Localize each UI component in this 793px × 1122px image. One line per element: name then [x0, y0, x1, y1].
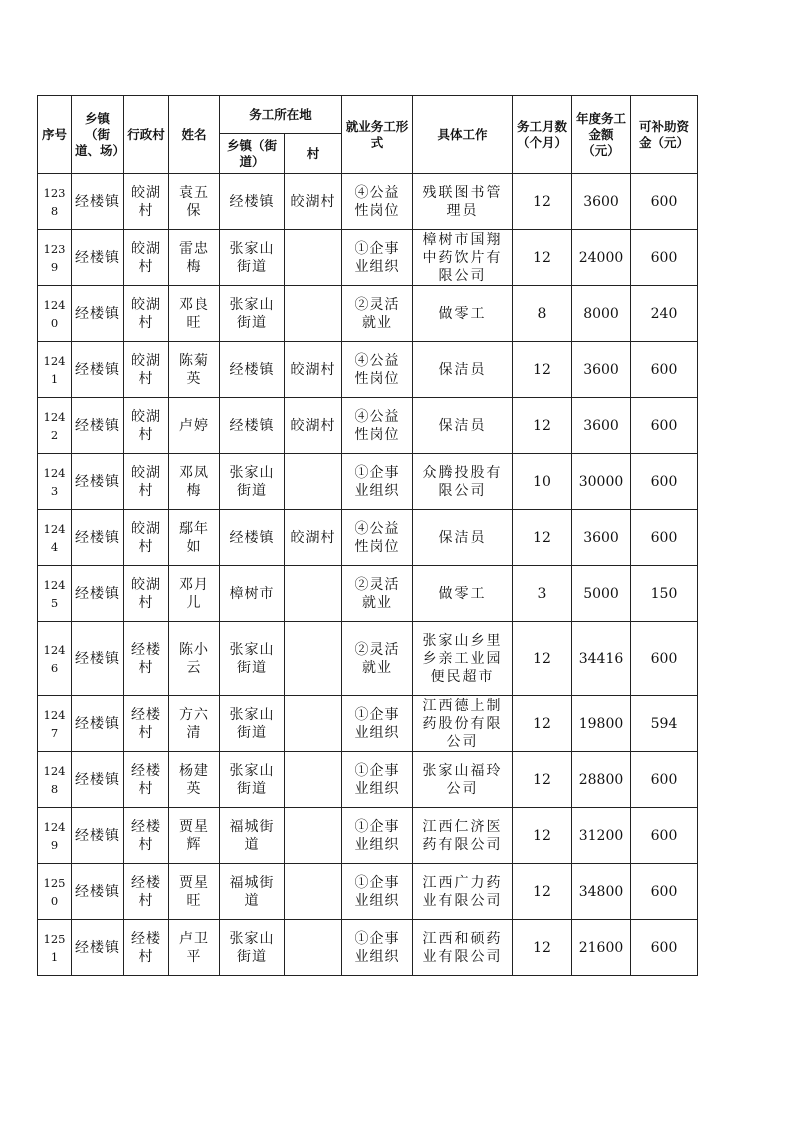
cell-amount: 3600	[572, 510, 631, 566]
cell-village: 皎湖村	[124, 342, 169, 398]
cell-town: 经楼镇	[72, 286, 124, 342]
cell-form: ④公益性岗位	[342, 174, 413, 230]
cell-loc-village	[285, 864, 342, 920]
cell-job: 做零工	[413, 566, 513, 622]
cell-subsidy: 594	[631, 696, 698, 752]
cell-months: 12	[513, 920, 572, 976]
cell-loc-village: 皎湖村	[285, 510, 342, 566]
cell-village: 皎湖村	[124, 510, 169, 566]
cell-seq: 1243	[38, 454, 72, 510]
cell-village: 皎湖村	[124, 230, 169, 286]
cell-job: 保洁员	[413, 398, 513, 454]
cell-job: 江西和硕药业有限公司	[413, 920, 513, 976]
header-name: 姓名	[169, 96, 220, 174]
cell-amount: 28800	[572, 752, 631, 808]
cell-subsidy: 240	[631, 286, 698, 342]
cell-village: 皎湖村	[124, 174, 169, 230]
cell-amount: 34416	[572, 622, 631, 696]
table-row	[38, 566, 698, 622]
cell-job: 江西德上制药股份有限公司	[413, 696, 513, 752]
cell-seq: 1250	[38, 864, 72, 920]
cell-town: 经楼镇	[72, 230, 124, 286]
cell-seq: 1239	[38, 230, 72, 286]
cell-job: 做零工	[413, 286, 513, 342]
cell-subsidy: 600	[631, 454, 698, 510]
cell-months: 10	[513, 454, 572, 510]
cell-village: 皎湖村	[124, 398, 169, 454]
cell-months: 12	[513, 696, 572, 752]
cell-town: 经楼镇	[72, 566, 124, 622]
table-row	[38, 230, 698, 286]
cell-name: 邓凤梅	[169, 454, 220, 510]
cell-town: 经楼镇	[72, 454, 124, 510]
header-form: 就业务工形式	[342, 96, 413, 174]
cell-amount: 24000	[572, 230, 631, 286]
cell-village: 经楼村	[124, 622, 169, 696]
cell-months: 8	[513, 286, 572, 342]
cell-loc-town: 经楼镇	[220, 398, 285, 454]
cell-loc-village	[285, 920, 342, 976]
cell-loc-town: 福城街道	[220, 808, 285, 864]
header-subsidy: 可补助资金（元）	[631, 96, 698, 174]
cell-form: ①企事业组织	[342, 454, 413, 510]
cell-village: 皎湖村	[124, 454, 169, 510]
table-row	[38, 286, 698, 342]
cell-seq: 1249	[38, 808, 72, 864]
cell-name: 陈小云	[169, 622, 220, 696]
cell-village: 经楼村	[124, 920, 169, 976]
cell-name: 卢婷	[169, 398, 220, 454]
cell-job: 残联图书管理员	[413, 174, 513, 230]
cell-loc-town: 经楼镇	[220, 174, 285, 230]
cell-amount: 34800	[572, 864, 631, 920]
cell-months: 12	[513, 174, 572, 230]
cell-months: 3	[513, 566, 572, 622]
cell-town: 经楼镇	[72, 510, 124, 566]
cell-seq: 1240	[38, 286, 72, 342]
cell-amount: 8000	[572, 286, 631, 342]
cell-name: 鄢年如	[169, 510, 220, 566]
cell-job: 张家山福玲公司	[413, 752, 513, 808]
cell-form: ②灵活就业	[342, 286, 413, 342]
cell-name: 贾星辉	[169, 808, 220, 864]
cell-loc-town: 福城街道	[220, 864, 285, 920]
cell-loc-village	[285, 230, 342, 286]
cell-loc-town: 张家山街道	[220, 286, 285, 342]
cell-loc-village	[285, 622, 342, 696]
cell-seq: 1238	[38, 174, 72, 230]
cell-amount: 30000	[572, 454, 631, 510]
cell-months: 12	[513, 398, 572, 454]
cell-seq: 1241	[38, 342, 72, 398]
cell-form: ①企事业组织	[342, 864, 413, 920]
cell-subsidy: 600	[631, 864, 698, 920]
cell-name: 邓良旺	[169, 286, 220, 342]
table-row	[38, 864, 698, 920]
cell-village: 皎湖村	[124, 566, 169, 622]
cell-form: ②灵活就业	[342, 622, 413, 696]
header-town: 乡镇（街道、场）	[72, 96, 124, 174]
cell-months: 12	[513, 622, 572, 696]
table-row	[38, 920, 698, 976]
cell-amount: 21600	[572, 920, 631, 976]
cell-loc-village	[285, 808, 342, 864]
employment-subsidy-table	[37, 95, 698, 976]
table-row	[38, 752, 698, 808]
cell-job: 众腾投股有限公司	[413, 454, 513, 510]
cell-seq: 1244	[38, 510, 72, 566]
cell-seq: 1242	[38, 398, 72, 454]
cell-town: 经楼镇	[72, 398, 124, 454]
cell-job: 保洁员	[413, 342, 513, 398]
cell-subsidy: 600	[631, 174, 698, 230]
cell-name: 陈菊英	[169, 342, 220, 398]
cell-name: 袁五保	[169, 174, 220, 230]
cell-months: 12	[513, 864, 572, 920]
cell-village: 经楼村	[124, 752, 169, 808]
header-loc-village: 村	[285, 134, 342, 174]
cell-subsidy: 600	[631, 808, 698, 864]
cell-subsidy: 600	[631, 622, 698, 696]
cell-loc-village	[285, 454, 342, 510]
cell-village: 经楼村	[124, 864, 169, 920]
table-row	[38, 398, 698, 454]
cell-form: ①企事业组织	[342, 230, 413, 286]
cell-loc-town: 张家山街道	[220, 622, 285, 696]
header-seq: 序号	[38, 96, 72, 174]
cell-seq: 1248	[38, 752, 72, 808]
cell-months: 12	[513, 510, 572, 566]
cell-name: 邓月儿	[169, 566, 220, 622]
cell-loc-town: 经楼镇	[220, 510, 285, 566]
cell-subsidy: 600	[631, 342, 698, 398]
cell-town: 经楼镇	[72, 808, 124, 864]
cell-seq: 1245	[38, 566, 72, 622]
cell-subsidy: 600	[631, 510, 698, 566]
cell-form: ④公益性岗位	[342, 510, 413, 566]
cell-months: 12	[513, 752, 572, 808]
table-body	[38, 174, 698, 976]
cell-loc-village: 皎湖村	[285, 398, 342, 454]
cell-town: 经楼镇	[72, 864, 124, 920]
table-row	[38, 454, 698, 510]
cell-months: 12	[513, 808, 572, 864]
header-location: 务工所在地	[220, 96, 342, 134]
cell-town: 经楼镇	[72, 342, 124, 398]
table-row	[38, 622, 698, 696]
cell-village: 经楼村	[124, 808, 169, 864]
cell-amount: 5000	[572, 566, 631, 622]
cell-amount: 19800	[572, 696, 631, 752]
cell-job: 张家山乡里乡亲工业园便民超市	[413, 622, 513, 696]
cell-form: ②灵活就业	[342, 566, 413, 622]
cell-loc-town: 张家山街道	[220, 230, 285, 286]
table-row	[38, 696, 698, 752]
cell-seq: 1246	[38, 622, 72, 696]
header-months: 务工月数（个月）	[513, 96, 572, 174]
cell-form: ④公益性岗位	[342, 342, 413, 398]
cell-loc-town: 张家山街道	[220, 454, 285, 510]
cell-town: 经楼镇	[72, 752, 124, 808]
cell-loc-town: 张家山街道	[220, 920, 285, 976]
cell-loc-village: 皎湖村	[285, 342, 342, 398]
cell-form: ①企事业组织	[342, 920, 413, 976]
cell-form: ①企事业组织	[342, 752, 413, 808]
cell-town: 经楼镇	[72, 174, 124, 230]
cell-months: 12	[513, 230, 572, 286]
cell-town: 经楼镇	[72, 920, 124, 976]
cell-job: 江西广力药业有限公司	[413, 864, 513, 920]
cell-amount: 3600	[572, 342, 631, 398]
cell-subsidy: 600	[631, 398, 698, 454]
header-loc-town: 乡镇（街道）	[220, 134, 285, 174]
table-row	[38, 342, 698, 398]
cell-loc-town: 张家山街道	[220, 696, 285, 752]
cell-amount: 31200	[572, 808, 631, 864]
cell-loc-town: 张家山街道	[220, 752, 285, 808]
table-row	[38, 808, 698, 864]
cell-loc-village: 皎湖村	[285, 174, 342, 230]
cell-name: 方六清	[169, 696, 220, 752]
cell-job: 江西仁济医药有限公司	[413, 808, 513, 864]
cell-loc-village	[285, 286, 342, 342]
cell-subsidy: 600	[631, 230, 698, 286]
table-row	[38, 174, 698, 230]
cell-job: 保洁员	[413, 510, 513, 566]
cell-subsidy: 600	[631, 920, 698, 976]
cell-subsidy: 150	[631, 566, 698, 622]
cell-loc-village	[285, 566, 342, 622]
cell-town: 经楼镇	[72, 696, 124, 752]
cell-name: 卢卫平	[169, 920, 220, 976]
cell-name: 贾星旺	[169, 864, 220, 920]
table-row	[38, 510, 698, 566]
cell-job: 樟树市国翔中药饮片有限公司	[413, 230, 513, 286]
cell-amount: 3600	[572, 174, 631, 230]
cell-name: 雷忠梅	[169, 230, 220, 286]
header-amount: 年度务工金额（元）	[572, 96, 631, 174]
cell-subsidy: 600	[631, 752, 698, 808]
cell-town: 经楼镇	[72, 622, 124, 696]
cell-loc-village	[285, 696, 342, 752]
cell-loc-town: 樟树市	[220, 566, 285, 622]
cell-loc-town: 经楼镇	[220, 342, 285, 398]
cell-name: 杨建英	[169, 752, 220, 808]
header-job: 具体工作	[413, 96, 513, 174]
cell-loc-village	[285, 752, 342, 808]
cell-form: ④公益性岗位	[342, 398, 413, 454]
header-village: 行政村	[124, 96, 169, 174]
cell-form: ①企事业组织	[342, 696, 413, 752]
cell-seq: 1247	[38, 696, 72, 752]
cell-village: 经楼村	[124, 696, 169, 752]
cell-seq: 1251	[38, 920, 72, 976]
cell-amount: 3600	[572, 398, 631, 454]
cell-form: ①企事业组织	[342, 808, 413, 864]
cell-months: 12	[513, 342, 572, 398]
cell-village: 皎湖村	[124, 286, 169, 342]
